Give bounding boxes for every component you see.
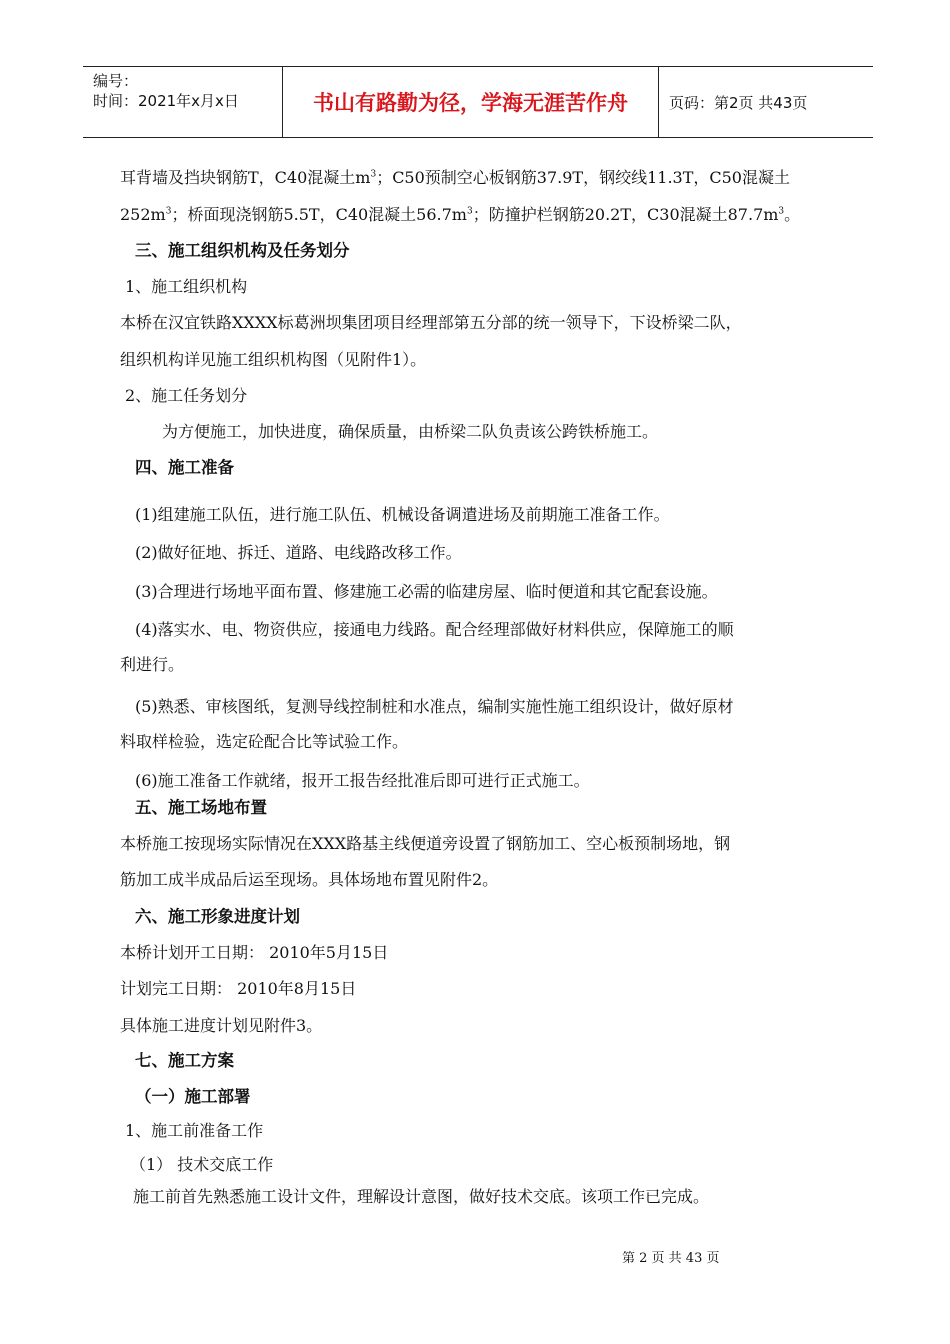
section-6-start-date: 本桥计划开工日期： 2010年5月15日 (120, 943, 389, 962)
section-4-item3: (3)合理进行场地平面布置、修建施工必需的临建房屋、临时便道和其它配套设施。 (135, 582, 718, 601)
section-5-line1: 本桥施工按现场实际情况在XXX路基主线便道旁设置了钢筋加工、空心板预制场地，钢 (120, 834, 731, 853)
section-4-item1: (1)组建施工队伍，进行施工队伍、机械设备调遣进场及前期施工准备工作。 (135, 505, 670, 524)
page-footer: 第 2 页 共 43 页 (622, 1251, 720, 1266)
header-motto: 书山有路勤为径，学海无涯苦作舟 (283, 67, 659, 137)
section-4-item6: (6)施工准备工作就绪，报开工报告经批准后即可进行正式施工。 (135, 771, 590, 790)
para1-line2 (120, 205, 800, 225)
section-7-item1: 1、施工前准备工作 (125, 1121, 264, 1140)
text: 。 (784, 205, 801, 224)
text: ；桥面现浇钢筋5.5T，C40混凝土56.7m (171, 205, 467, 224)
superscript: 3 (466, 206, 473, 217)
header-time-label: 时间：2021年x月x日 (93, 92, 239, 110)
superscript: 3 (165, 206, 172, 217)
header-meta (83, 67, 283, 137)
text: ；防撞护栏钢筋20.2T，C30混凝土87.7m (472, 205, 779, 224)
section-3-p1-line2: 组织机构详见施工组织机构图（见附件1）。 (120, 350, 427, 369)
section-3-p2: 为方便施工，加快进度，确保质量，由桥梁二队负责该公跨铁桥施工。 (162, 422, 659, 441)
section-5-title: 五、施工场地布置 (135, 798, 267, 817)
section-7-text: 施工前首先熟悉施工设计文件，理解设计意图，做好技术交底。该项工作已完成。 (133, 1187, 710, 1206)
section-6-title: 六、施工形象进度计划 (135, 907, 300, 926)
section-6-end-date: 计划完工日期： 2010年8月15日 (120, 979, 357, 998)
section-4-item4-line2: 利进行。 (120, 655, 185, 674)
section-4-item2: (2)做好征地、拆迁、道路、电线路改移工作。 (135, 543, 462, 562)
section-7-title: 七、施工方案 (135, 1051, 234, 1070)
para1-line1 (120, 168, 790, 188)
section-7-item1-1: （1） 技术交底工作 (130, 1155, 274, 1174)
text: 耳背墙及挡块钢筋T，C40混凝土m (120, 168, 371, 187)
section-3-sub2: 2、施工任务划分 (125, 386, 248, 405)
section-4-item4-line1: (4)落实水、电、物资供应，接通电力线路。配合经理部做好材料供应，保障施工的顺 (135, 620, 734, 639)
section-4-item5-line1: (5)熟悉、审核图纸，复测导线控制桩和水准点，编制实施性施工组织设计，做好原材 (135, 697, 734, 716)
section-3-p1-line1: 本桥在汉宜铁路XXXX标葛洲坝集团项目经理部第五分部的统一领导下，下设桥梁二队， (120, 313, 742, 332)
section-4-item5-line2: 料取样检验，选定砼配合比等试验工作。 (120, 732, 409, 751)
text: ；C50预制空心板钢筋37.9T，钢绞线11.3T，C50混凝土 (376, 168, 790, 187)
section-6-detail: 具体施工进度计划见附件3。 (120, 1016, 323, 1035)
page-header (83, 66, 873, 138)
section-5-line2: 筋加工成半成品后运至现场。具体场地布置见附件2。 (120, 870, 499, 889)
superscript: 3 (778, 206, 785, 217)
section-4-title: 四、施工准备 (135, 458, 234, 477)
section-3-sub1: 1、施工组织机构 (125, 277, 248, 296)
header-number-label: 编号： (93, 72, 139, 90)
section-3-title: 三、施工组织机构及任务划分 (135, 241, 350, 260)
section-7-sub: （一）施工部署 (135, 1087, 251, 1106)
superscript: 3 (370, 169, 377, 180)
header-page-label: 页码：第2页 共43页 (669, 93, 808, 112)
text: 252m (120, 205, 166, 224)
